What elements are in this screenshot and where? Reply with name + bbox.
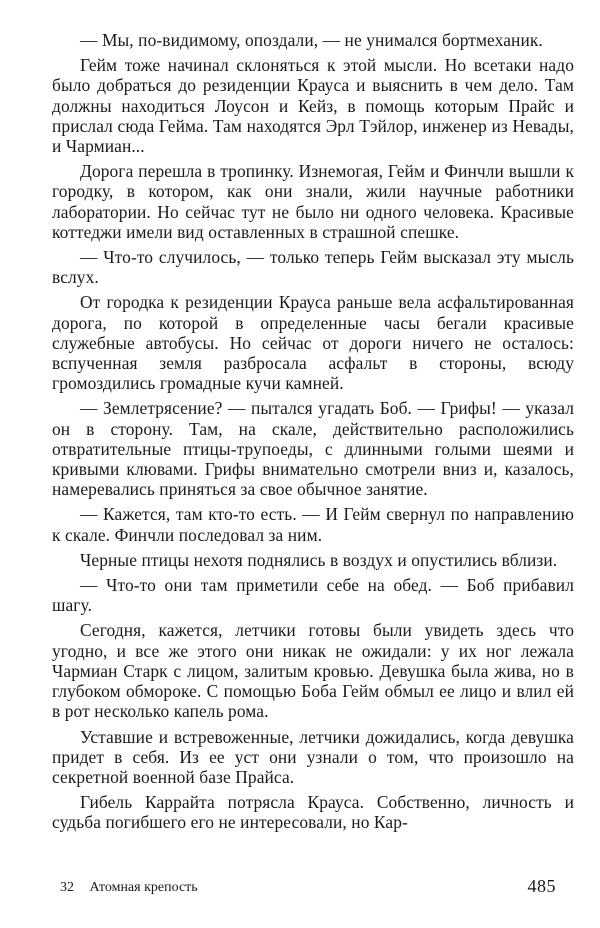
page-number: 485 xyxy=(527,876,556,896)
paragraph: Гибель Каррайта потрясла Крауса. Собственно, личность и судьба погибшего его не интересовали, но Кар- xyxy=(52,792,574,833)
paragraph: — Что-то случилось, — только теперь Гейм высказал эту мысль вслух. xyxy=(52,247,574,288)
paragraph: — Кажется, там кто-то есть. — И Гейм свернул по направлению к скале. Финчли последовал за ним. xyxy=(52,504,574,545)
page-footer xyxy=(60,876,556,900)
paragraph: Дорога перешла в тропинку. Изнемогая, Гейм и Финчли вышли к городку, в котором, как они знали, жили научные работники лаборатории. Но сейчас тут не было ни одного человека. Красивые коттеджи имели вид оставленных в страшной спешке. xyxy=(52,161,574,242)
page-body xyxy=(52,30,574,838)
paragraph: Черные птицы нехотя поднялись в воздух и опустились вблизи. xyxy=(80,549,558,570)
signature-title: Атомная крепость xyxy=(89,880,198,895)
paragraph: Сегодня, кажется, летчики готовы были увидеть здесь что угодно, и все же этого они никак не ожидали: у их ног лежала Чармиан Старк с лицом, залитым кровью. Девушка была жива, но в глубоком обмороке. С помощью Боба Гейм обмыл ее лицо и влил ей в рот несколько капель рома. xyxy=(52,620,574,722)
paragraph: От городка к резиденции Крауса раньше вела асфальтированная дорога, по которой в определенные часы бегали красивые служебные автобусы. Но сейчас от дороги ничего не осталось: вспученная земля разбросала асфальт в стороны, всюду громоздились громадные кучи камней. xyxy=(52,292,574,394)
signature-number: 32 xyxy=(60,880,74,895)
paragraph: — Землетрясение? — пытался угадать Боб. — Грифы! — указал он в сторону. Там, на скале, действительно расположились отвратительные птицы-трупоеды, с длинными голыми шеями и кривыми клювами. Грифы внимательно смотрели вниз и, казалось, намеревались приняться за свое обычное занятие. xyxy=(52,398,574,500)
paragraph: — Мы, по-видимому, опоздали, — не унимался бортмеханик. xyxy=(80,30,543,50)
paragraph: Гейм тоже начинал склоняться к этой мысли. Но всетаки надо было добраться до резиденции Крауса и выяснить в чем дело. Там должны находиться Лоусон и Кейз, в помощь которым Прайс и прислал сюда Гейма. Там находятся Эрл Тэйлор, инженер из Невады, и Чармиан... xyxy=(52,55,574,157)
signature-mark xyxy=(60,880,198,896)
paragraph: Уставшие и встревоженные, летчики дожидались, когда девушка придет в себя. Из ее уст они узнали о том, что произошло на секретной военной базе Прайса. xyxy=(52,726,574,787)
paragraph: — Что-то они там приметили себе на обед. — Боб прибавил шагу. xyxy=(52,575,574,616)
